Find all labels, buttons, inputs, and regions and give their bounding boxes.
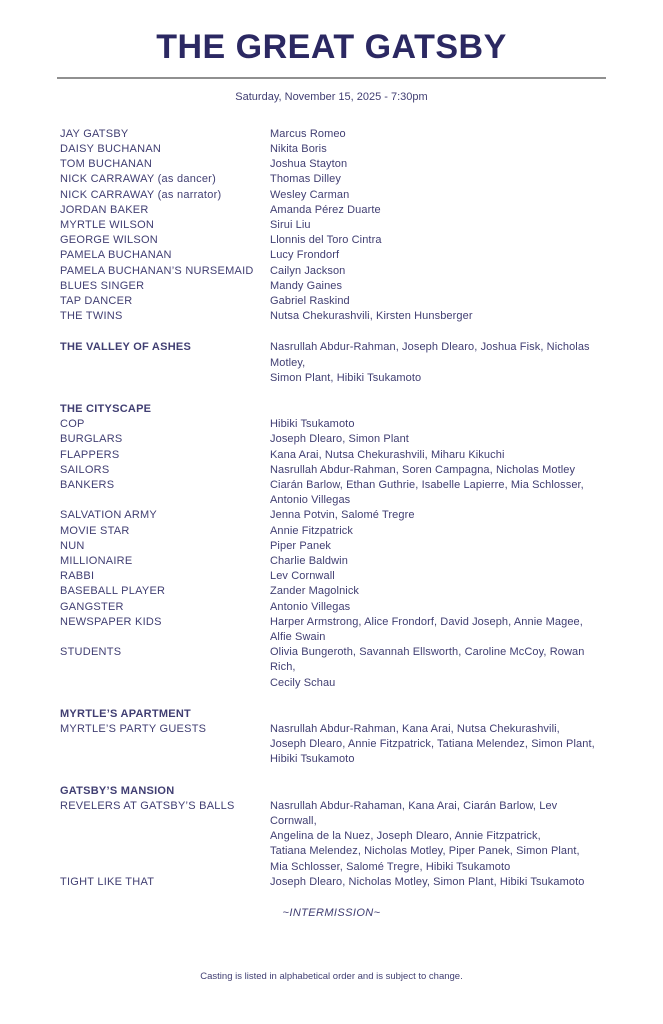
role-label: TOM BUCHANAN	[60, 158, 153, 171]
cast-row	[60, 524, 605, 539]
cast-row	[60, 722, 605, 768]
cast-row	[60, 218, 605, 233]
cast-row	[60, 203, 605, 218]
cast-names	[270, 615, 605, 645]
cast-names	[270, 127, 605, 142]
cast-names	[270, 218, 605, 233]
cast-names-line: Cailyn Jackson	[270, 264, 346, 277]
cast-row	[60, 248, 605, 263]
cast-names	[270, 478, 605, 508]
role-label: RABBI	[60, 570, 95, 583]
cast-names-line: Wesley Carman	[270, 188, 350, 201]
cast-row	[60, 600, 605, 615]
cast-names-line: Cecily Schau	[270, 676, 336, 689]
cast-names-line: Joseph Dlearo, Simon Plant	[270, 433, 409, 446]
role-label: MYRTLE WILSON	[60, 218, 155, 231]
cast-names-line: Charlie Baldwin	[270, 554, 348, 567]
cast-names-line: Piper Panek	[270, 539, 332, 552]
section-header-label: MYRTLE’S APARTMENT	[60, 707, 191, 720]
role-label: GANGSTER	[60, 600, 124, 613]
cast-names	[270, 645, 605, 691]
cast-section	[60, 340, 605, 386]
role-label: THE TWINS	[60, 310, 123, 323]
role-label: NICK CARRAWAY (as dancer)	[60, 173, 217, 186]
cast-names-line: Olivia Bungeroth, Savannah Ellsworth, Caroline McCoy, Rowan Rich,	[270, 646, 585, 674]
cast-names	[270, 188, 605, 203]
cast-names	[270, 799, 605, 875]
cast-row	[60, 127, 605, 142]
cast-row	[60, 340, 605, 386]
cast-names-line: Annie Fitzpatrick	[270, 524, 354, 537]
role-label: JORDAN BAKER	[60, 203, 149, 216]
cast-row	[60, 309, 605, 324]
cast-names-line: Angelina de la Nuez, Joseph Dlearo, Annie Fitzpatrick,	[270, 830, 541, 843]
cast-names-line: Sirui Liu	[270, 218, 311, 231]
cast-row	[60, 233, 605, 248]
cast-row	[60, 142, 605, 157]
cast-names	[270, 554, 605, 569]
section-header-row	[60, 784, 605, 799]
cast-row	[60, 645, 605, 691]
cast-names-line: Marcus Romeo	[270, 127, 346, 140]
cast-names	[270, 264, 605, 279]
cast-names-line: Kana Arai, Nutsa Chekurashvili, Miharu Kikuchi	[270, 448, 505, 461]
cast-names	[270, 569, 605, 584]
role-label: STUDENTS	[60, 646, 122, 659]
cast-names	[270, 524, 605, 539]
title-divider	[57, 77, 606, 79]
cast-names-line: Nasrullah Abdur-Rahman, Soren Campagna, Nicholas Motley	[270, 463, 576, 476]
cast-names-line: Joseph Dlearo, Annie Fitzpatrick, Tatiana Melendez, Simon Plant,	[270, 738, 595, 751]
role-label: GEORGE WILSON	[60, 234, 158, 247]
cast-section	[60, 784, 605, 890]
role-label: COP	[60, 418, 85, 431]
cast-section	[60, 127, 605, 325]
cast-names	[270, 722, 605, 768]
cast-names-line: Joseph Dlearo, Nicholas Motley, Simon Plant, Hibiki Tsukamoto	[270, 875, 585, 888]
cast-row	[60, 463, 605, 478]
cast-names	[270, 172, 605, 187]
cast-names-line: Zander Magolnick	[270, 585, 360, 598]
cast-names	[270, 157, 605, 172]
role-label: TIGHT LIKE THAT	[60, 875, 155, 888]
cast-names	[270, 600, 605, 615]
section-header-row	[60, 402, 605, 417]
role-label: PAMELA BUCHANAN	[60, 249, 172, 262]
cast-names	[270, 432, 605, 447]
role-label: JAY GATSBY	[60, 127, 129, 140]
cast-names-line: Lev Cornwall	[270, 570, 335, 583]
role-label: BLUES SINGER	[60, 279, 145, 292]
cast-row	[60, 554, 605, 569]
role-label: PAMELA BUCHANAN’S NURSEMAID	[60, 264, 254, 277]
cast-names-line: Simon Plant, Hibiki Tsukamoto	[270, 371, 422, 384]
cast-names	[270, 233, 605, 248]
cast-row	[60, 799, 605, 875]
cast-names-line: Mia Schlosser, Salomé Tregre, Hibiki Tsukamoto	[270, 860, 511, 873]
cast-names-line: Gabriel Raskind	[270, 294, 350, 307]
cast-row	[60, 478, 605, 508]
cast-row	[60, 569, 605, 584]
role-label: DAISY BUCHANAN	[60, 142, 162, 155]
cast-names-line: Nikita Boris	[270, 142, 327, 155]
cast-names-line: Amanda Pérez Duarte	[270, 203, 381, 216]
cast-names-line: Llonnis del Toro Cintra	[270, 234, 382, 247]
cast-names	[270, 203, 605, 218]
cast-names	[270, 448, 605, 463]
cast-names-line: Tatiana Melendez, Nicholas Motley, Piper Panek, Simon Plant,	[270, 845, 580, 858]
cast-names	[270, 417, 605, 432]
role-label: BASEBALL PLAYER	[60, 585, 166, 598]
section-header-row	[60, 707, 605, 722]
cast-row	[60, 264, 605, 279]
cast-row	[60, 417, 605, 432]
role-label: BANKERS	[60, 478, 115, 491]
cast-names	[270, 402, 605, 417]
masthead	[0, 0, 663, 103]
cast-names	[270, 463, 605, 478]
cast-names-line: Alfie Swain	[270, 630, 326, 643]
cast-section	[60, 707, 605, 768]
cast-names-line: Hibiki Tsukamoto	[270, 753, 355, 766]
role-label: NEWSPAPER KIDS	[60, 615, 162, 628]
cast-row	[60, 508, 605, 523]
cast-row	[60, 615, 605, 645]
cast-row	[60, 157, 605, 172]
role-label: MYRTLE’S PARTY GUESTS	[60, 723, 207, 735]
cast-names	[270, 142, 605, 157]
cast-names-line: Nasrullah Abdur-Rahman, Joseph Dlearo, Joshua Fisk, Nicholas Motley,	[270, 341, 590, 369]
cast-names-line: Harper Armstrong, Alice Frondorf, David Joseph, Annie Magee,	[270, 615, 583, 628]
cast-row	[60, 432, 605, 447]
cast-row	[60, 448, 605, 463]
cast-names	[270, 340, 605, 386]
cast-names	[270, 248, 605, 263]
cast-names-line: Antonio Villegas	[270, 494, 351, 507]
page-title: THE GREAT GATSBY	[156, 28, 507, 66]
cast-names	[270, 539, 605, 554]
role-label: BURGLARS	[60, 433, 123, 446]
cast-names-line: Ciarán Barlow, Ethan Guthrie, Isabelle Lapierre, Mia Schlosser,	[270, 478, 584, 491]
cast-names-line: Nasrullah Abdur-Rahman, Kana Arai, Nutsa Chekurashvili,	[270, 723, 560, 735]
role-label: TAP DANCER	[60, 294, 133, 307]
casting-disclaimer: Casting is listed in alphabetical order and is subject to change.	[200, 971, 463, 982]
cast-names-line: Hibiki Tsukamoto	[270, 418, 355, 431]
cast-row	[60, 188, 605, 203]
cast-names	[270, 784, 605, 799]
role-label: NUN	[60, 539, 85, 552]
cast-row	[60, 875, 605, 890]
cast-names	[270, 875, 605, 890]
cast-names-line: Joshua Stayton	[270, 158, 348, 171]
role-label: FLAPPERS	[60, 448, 120, 461]
section-header-label: GATSBY’S MANSION	[60, 784, 175, 797]
role-label: MILLIONAIRE	[60, 554, 133, 567]
cast-names	[270, 279, 605, 294]
cast-row	[60, 279, 605, 294]
cast-names	[270, 584, 605, 599]
cast-names	[270, 309, 605, 324]
section-header-label: THE CITYSCAPE	[60, 402, 152, 415]
cast-names-line: Lucy Frondorf	[270, 249, 340, 262]
cast-sections	[60, 127, 605, 890]
role-label: REVELERS AT GATSBY’S BALLS	[60, 799, 235, 812]
role-label: NICK CARRAWAY (as narrator)	[60, 188, 222, 201]
cast-names-line: Thomas Dilley	[270, 173, 341, 186]
cast-row	[60, 584, 605, 599]
role-label: SAILORS	[60, 463, 110, 476]
performance-date: Saturday, November 15, 2025 - 7:30pm	[235, 90, 428, 103]
cast-row	[60, 172, 605, 187]
cast-names-line: Jenna Potvin, Salomé Tregre	[270, 509, 415, 522]
section-header-label: THE VALLEY OF ASHES	[60, 341, 192, 354]
cast-names-line: Nasrullah Abdur-Rahaman, Kana Arai, Ciarán Barlow, Lev Cornwall,	[270, 799, 558, 828]
intermission-label: ~INTERMISSION~	[282, 907, 381, 920]
cast-row	[60, 294, 605, 309]
role-label: SALVATION ARMY	[60, 509, 158, 522]
cast-names-line: Antonio Villegas	[270, 600, 351, 613]
cast-section	[60, 402, 605, 691]
role-label: MOVIE STAR	[60, 524, 130, 537]
cast-names	[270, 508, 605, 523]
cast-names	[270, 707, 605, 722]
cast-names-line: Mandy Gaines	[270, 279, 343, 292]
cast-names-line: Nutsa Chekurashvili, Kirsten Hunsberger	[270, 310, 473, 323]
cast-names	[270, 294, 605, 309]
cast-row	[60, 539, 605, 554]
